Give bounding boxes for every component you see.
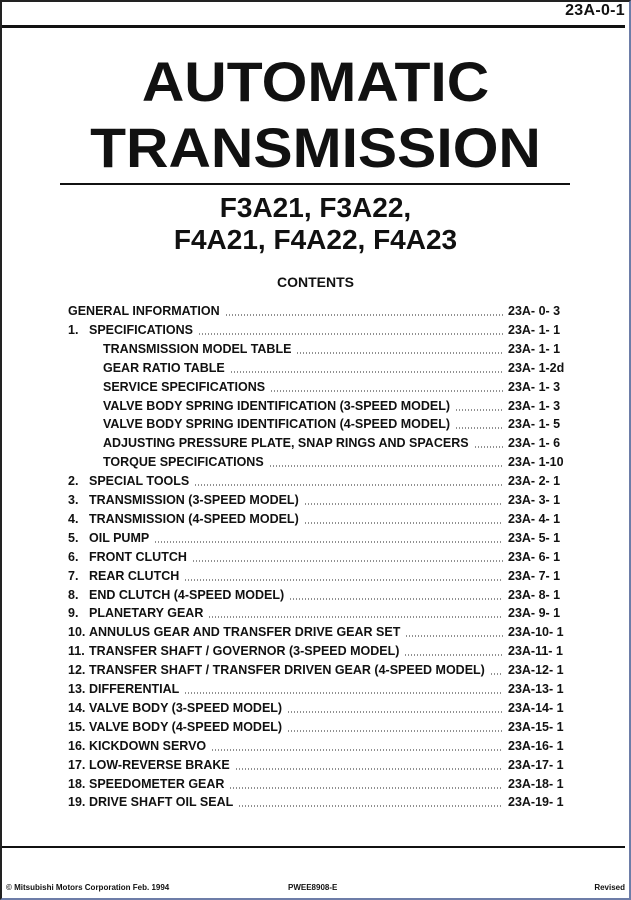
models-line-2: F4A21, F4A22, F4A23 (173, 224, 458, 255)
toc-entry-label: DRIVE SHAFT OIL SEAL (89, 795, 234, 810)
toc-entry-label: SPECIAL TOOLS (89, 474, 190, 489)
toc-entry-page: 23A-17- 1 (508, 757, 564, 772)
toc-entry-number: 8. (68, 587, 79, 602)
toc-leader-dots (404, 654, 503, 656)
toc-leader-dots (270, 390, 503, 392)
toc-entry-number: 6. (68, 549, 79, 564)
top-rule (2, 25, 625, 28)
title-line-2: TRANSMISSION (90, 116, 541, 179)
toc-entry-number: 16. (68, 738, 86, 753)
toc-entry-page: 23A- 1-10 (508, 455, 564, 470)
toc-entry-page: 23A-14- 1 (508, 700, 564, 715)
toc-entry-page: 23A- 3- 1 (508, 493, 561, 507)
toc-entry-page: 23A- 0- 3 (508, 304, 561, 318)
toc-entry-page: 23A-16- 1 (508, 738, 564, 753)
toc-entry-page: 23A- 1- 1 (508, 341, 561, 356)
toc-leader-dots (405, 635, 503, 637)
toc-leader-dots (289, 598, 503, 600)
footer-copyright: © Mitsubishi Motors Corporation Feb. 1994 (6, 883, 170, 892)
toc-entry-number: 2. (68, 474, 79, 489)
toc-entry-label: OIL PUMP (89, 530, 150, 545)
toc-entry-page: 23A- 1- 6 (508, 436, 561, 451)
toc-entry[interactable] (68, 737, 572, 755)
toc-entry-label: DIFFERENTIAL (89, 682, 180, 696)
toc-entry[interactable] (103, 378, 572, 396)
toc-entry[interactable] (68, 548, 572, 566)
toc-entry-page: 23A-11- 1 (508, 644, 563, 659)
toc-entry-label: END CLUTCH (4-SPEED MODEL) (89, 587, 285, 602)
toc-entry-page: 23A- 1-2d (508, 360, 565, 375)
toc-entry-page: 23A- 2- 1 (508, 474, 561, 489)
toc-entry[interactable] (68, 718, 572, 736)
toc-entry[interactable] (68, 775, 572, 793)
toc-entry-page: 23A-10- 1 (508, 625, 564, 640)
toc-entry-label: VALVE BODY (3-SPEED MODEL) (89, 700, 283, 715)
toc-entry-number: 19. (68, 795, 86, 810)
toc-entry[interactable] (103, 340, 572, 358)
toc-entry[interactable] (68, 642, 572, 660)
toc-entry-label: VALVE BODY SPRING IDENTIFICATION (3-SPEED MODEL) (103, 398, 451, 413)
title-line-1: AUTOMATIC (141, 50, 490, 113)
toc-entry[interactable] (68, 793, 572, 811)
toc-leader-dots (287, 730, 503, 732)
toc-leader-dots (229, 787, 503, 789)
toc-entry-page: 23A-19- 1 (508, 795, 564, 810)
toc-entry[interactable] (68, 529, 572, 547)
toc-entry-label: TRANSFER SHAFT / TRANSFER DRIVEN GEAR (4-SPEED MODEL) (89, 663, 485, 678)
toc-entry-label: SPEEDOMETER GEAR (89, 776, 225, 791)
toc-entry-label: TRANSMISSION MODEL TABLE (103, 341, 292, 356)
toc-leader-dots (154, 541, 503, 543)
toc-entry-page: 23A- 9- 1 (508, 606, 561, 621)
toc-entry[interactable] (68, 680, 572, 698)
toc-leader-dots (304, 522, 503, 524)
toc-entry[interactable] (103, 359, 572, 377)
toc-entry-label: VALVE BODY SPRING IDENTIFICATION (4-SPEED MODEL) (103, 417, 451, 432)
toc-leader-dots (198, 333, 503, 335)
toc-entry-page: 23A- 1- 5 (508, 417, 561, 432)
toc-entry[interactable] (68, 302, 572, 320)
footer-document-code: PWEE8908-E (288, 883, 338, 892)
toc-entry-label: TRANSFER SHAFT / GOVERNOR (3-SPEED MODEL) (89, 644, 400, 659)
toc-entry[interactable] (68, 510, 572, 528)
toc-entry[interactable] (68, 567, 572, 585)
toc-entry-label: KICKDOWN SERVO (89, 738, 207, 753)
toc-entry-page: 23A- 1- 3 (508, 379, 561, 394)
toc-leader-dots (455, 409, 503, 411)
toc-entry-label: TRANSMISSION (3-SPEED MODEL) (89, 493, 299, 507)
toc-entry-number: 14. (68, 700, 86, 715)
toc-leader-dots (208, 616, 503, 618)
toc-leader-dots (184, 579, 503, 581)
toc-entry-label: FRONT CLUTCH (89, 549, 187, 564)
toc-entry-label: PLANETARY GEAR (89, 606, 204, 621)
bottom-rule (2, 846, 625, 848)
toc-entry-label: TRANSMISSION (4-SPEED MODEL) (89, 511, 299, 526)
toc-entry[interactable] (103, 453, 572, 471)
toc-entry-number: 7. (68, 568, 79, 583)
toc-entry[interactable] (103, 434, 572, 452)
toc-entry-label: SERVICE SPECIFICATIONS (103, 379, 266, 394)
toc-leader-dots (184, 692, 503, 694)
toc-entry-label: REAR CLUTCH (89, 568, 180, 583)
toc-entry[interactable] (68, 756, 572, 774)
toc-leader-dots (296, 352, 503, 354)
toc-entry-number: 4. (68, 511, 79, 526)
toc-entry-page: 23A- 4- 1 (508, 511, 561, 526)
toc-entry-page: 23A- 1- 3 (508, 398, 561, 413)
toc-entry-number: 12. (68, 663, 86, 678)
toc-leader-dots (211, 749, 503, 751)
page-code: 23A-0-1 (565, 2, 625, 19)
toc-leader-dots (238, 805, 503, 807)
toc-entry-number: 5. (68, 530, 79, 545)
toc-entry-number: 3. (68, 493, 79, 507)
models-line-1: F3A21, F3A22, (219, 192, 412, 223)
toc-entry-page: 23A-12- 1 (508, 663, 564, 678)
toc-entry-number: 10. (68, 625, 86, 640)
toc-entry-label: LOW-REVERSE BRAKE (89, 757, 230, 772)
toc-entry[interactable] (68, 586, 572, 604)
toc-entry[interactable] (68, 321, 572, 339)
toc-entry-page: 23A-15- 1 (508, 719, 564, 734)
toc-entry-number: 13. (68, 682, 86, 696)
toc-entry-page: 23A- 1- 1 (508, 322, 561, 337)
toc-entry-page: 23A- 7- 1 (508, 568, 561, 583)
toc-entry-number: 17. (68, 757, 86, 772)
toc-leader-dots (192, 560, 503, 562)
toc-entry[interactable] (103, 397, 572, 415)
toc-entry-page: 23A-18- 1 (508, 776, 564, 791)
toc-entry[interactable] (68, 661, 572, 679)
toc-leader-dots (225, 314, 503, 316)
toc-entry-label: SPECIFICATIONS (89, 322, 193, 337)
toc-entry[interactable] (68, 491, 572, 509)
toc-entry-label: GENERAL INFORMATION (68, 304, 220, 318)
title-rule (60, 183, 570, 185)
toc-entry[interactable] (103, 415, 572, 433)
toc-entry-page: 23A- 5- 1 (508, 530, 561, 545)
toc-leader-dots (230, 371, 503, 373)
toc-entry-page: 23A- 6- 1 (508, 549, 561, 564)
toc-leader-dots (269, 465, 503, 467)
toc-leader-dots (304, 503, 503, 505)
toc-entry[interactable] (68, 623, 572, 641)
toc-entry-number: 15. (68, 719, 86, 734)
toc-entry-number: 11. (68, 644, 85, 659)
toc-entry-page: 23A- 8- 1 (508, 587, 561, 602)
toc-entry-label: ANNULUS GEAR AND TRANSFER DRIVE GEAR SET (89, 625, 401, 640)
toc-entry-page: 23A-13- 1 (508, 682, 564, 696)
toc-leader-dots (474, 446, 503, 448)
toc-entry[interactable] (68, 699, 572, 717)
footer-revised: Revised (594, 883, 625, 892)
toc-entry-label: GEAR RATIO TABLE (103, 360, 225, 375)
toc-leader-dots (287, 711, 503, 713)
toc-entry-number: 18. (68, 776, 86, 791)
toc-entry-number: 1. (68, 322, 79, 337)
toc-leader-dots (455, 427, 503, 429)
toc-leader-dots (490, 673, 503, 675)
toc-entry[interactable] (68, 604, 572, 622)
contents-heading: CONTENTS (277, 274, 354, 290)
toc-entry-label: TORQUE SPECIFICATIONS (103, 455, 264, 470)
toc-leader-dots (194, 484, 503, 486)
toc-entry-label: VALVE BODY (4-SPEED MODEL) (89, 719, 283, 734)
toc-leader-dots (235, 768, 503, 770)
toc-entry-label: ADJUSTING PRESSURE PLATE, SNAP RINGS AND SPACERS (103, 436, 469, 451)
toc-entry[interactable] (68, 472, 572, 490)
toc-entry-number: 9. (68, 606, 79, 621)
